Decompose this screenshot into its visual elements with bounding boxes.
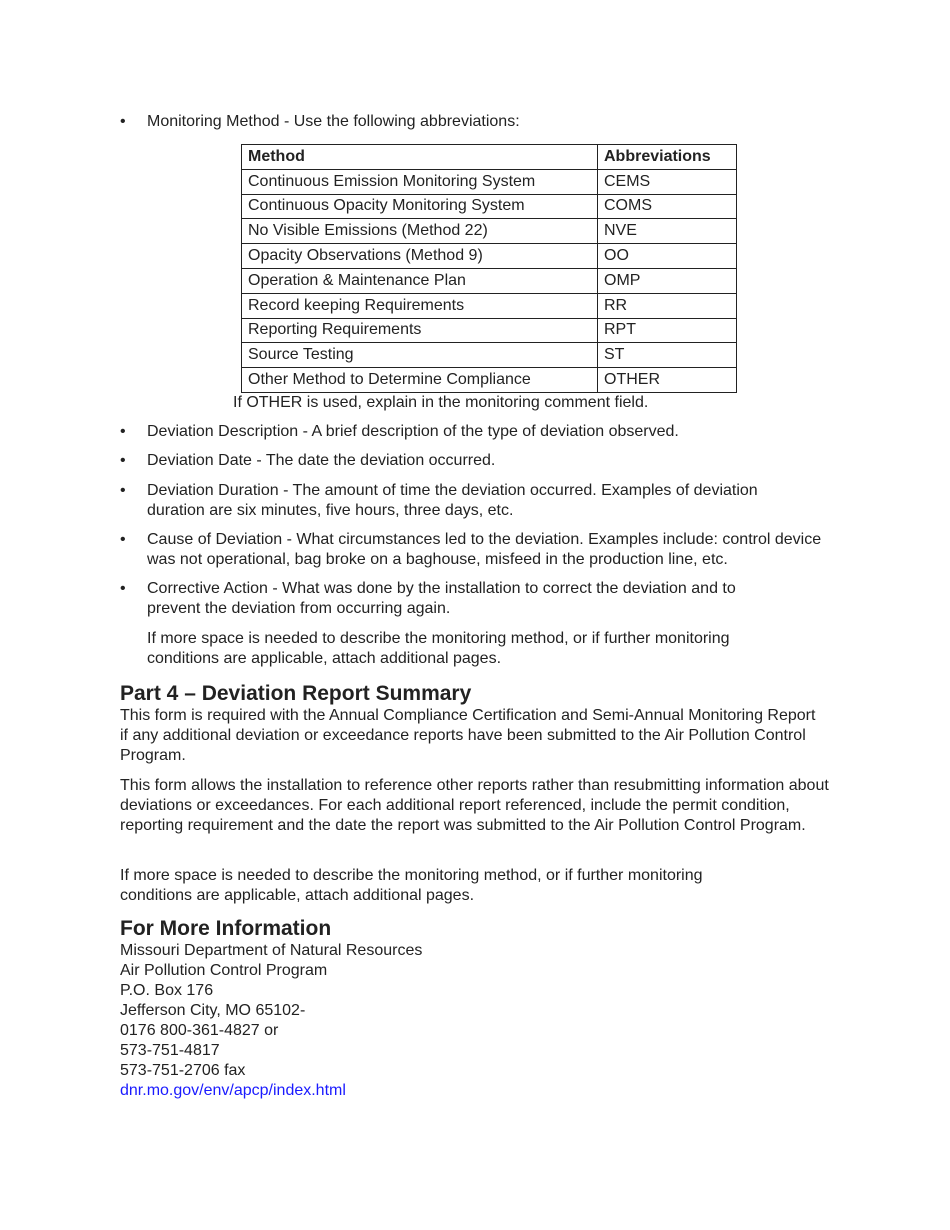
deviation-date-bullet: Deviation Date - The date the deviation occurred. (147, 452, 496, 469)
fax-line: 573-751-2706 fax (120, 1062, 246, 1079)
phone-line: 573-751-4817 (120, 1042, 220, 1059)
deviation-duration-bullet: Deviation Duration - The amount of time the deviation occurred. Examples of deviation duration are six minutes, five hours, three days, etc. (147, 482, 758, 519)
abbreviation-cell: ST (598, 343, 737, 368)
table-row (242, 368, 737, 393)
address-line: Air Pollution Control Program (120, 962, 328, 979)
part4-heading: Part 4 – Deviation Report Summary (120, 682, 472, 705)
bullet-marker: • (120, 580, 126, 597)
table-header-row (242, 145, 737, 170)
abbreviation-cell: NVE (598, 219, 737, 244)
table-row (242, 194, 737, 219)
method-cell: Record keeping Requirements (242, 293, 598, 318)
abbreviations-table (241, 144, 737, 393)
bullet-marker: • (120, 452, 126, 469)
method-cell: Other Method to Determine Compliance (242, 368, 598, 393)
table-row (242, 244, 737, 269)
bullet-marker: • (120, 531, 126, 548)
abbreviation-cell: CEMS (598, 169, 737, 194)
corrective-action-bullet: Corrective Action - What was done by the installation to correct the deviation and to prevent the deviation from occurring again. (147, 580, 736, 617)
address-line: Jefferson City, MO 65102- (120, 1002, 306, 1019)
address-line: 0176 800-361-4827 or (120, 1022, 279, 1039)
method-cell: Continuous Emission Monitoring System (242, 169, 598, 194)
part4-paragraph: This form allows the installation to reference other reports rather than resubmitting information about deviations or exceedances. For each additional report referenced, include the permit condition, reporting requirement and the date the report was submitted to the Air Pollution Control Program. (120, 777, 829, 834)
method-cell: Opacity Observations (Method 9) (242, 244, 598, 269)
abbreviation-cell: RR (598, 293, 737, 318)
method-cell: Operation & Maintenance Plan (242, 268, 598, 293)
monitoring-method-bullet: Monitoring Method - Use the following abbreviations: (147, 113, 520, 130)
additional-pages-note: If more space is needed to describe the monitoring method, or if further monitoring conditions are applicable, attach additional pages. (147, 630, 730, 667)
header-method: Method (242, 145, 598, 170)
table-row (242, 293, 737, 318)
table-row (242, 169, 737, 194)
address-line: P.O. Box 176 (120, 982, 214, 999)
abbreviation-cell: OMP (598, 268, 737, 293)
part4-paragraph: This form is required with the Annual Compliance Certification and Semi-Annual Monitoring Report if any additional deviation or exceedance reports have been submitted to the Air Pollution Control Program. (120, 707, 816, 764)
bullet-marker: • (120, 113, 126, 130)
cause-of-deviation-bullet: Cause of Deviation - What circumstances led to the deviation. Examples include: control device was not operational, bag broke on a baghouse, misfeed in the production line, etc. (147, 531, 822, 568)
table-row (242, 318, 737, 343)
method-cell: Continuous Opacity Monitoring System (242, 194, 598, 219)
website-link[interactable]: dnr.mo.gov/env/apcp/index.html (120, 1082, 346, 1099)
address-line: Missouri Department of Natural Resources (120, 942, 423, 959)
deviation-description-bullet: Deviation Description - A brief description of the type of deviation observed. (147, 423, 679, 440)
abbreviation-cell: COMS (598, 194, 737, 219)
table-row (242, 219, 737, 244)
abbreviation-cell: OO (598, 244, 737, 269)
abbreviation-cell: RPT (598, 318, 737, 343)
header-abbreviations: Abbreviations (598, 145, 737, 170)
bullet-marker: • (120, 482, 126, 499)
abbreviation-cell: OTHER (598, 368, 737, 393)
bullet-marker: • (120, 423, 126, 440)
method-cell: Source Testing (242, 343, 598, 368)
table-note: If OTHER is used, explain in the monitoring comment field. (233, 394, 649, 411)
table-row (242, 268, 737, 293)
more-info-heading: For More Information (120, 917, 332, 940)
method-cell: No Visible Emissions (Method 22) (242, 219, 598, 244)
table-row (242, 343, 737, 368)
method-cell: Reporting Requirements (242, 318, 598, 343)
part4-paragraph: If more space is needed to describe the monitoring method, or if further monitoring conditions are applicable, attach additional pages. (120, 867, 703, 904)
